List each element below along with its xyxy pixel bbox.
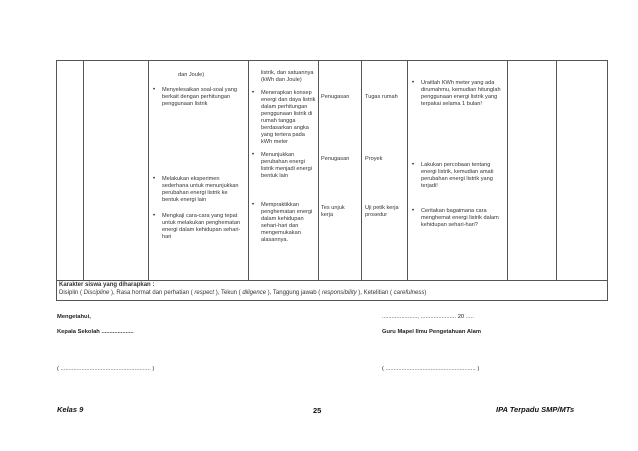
- assessment-form-2: Proyek: [365, 156, 383, 162]
- activity-continued-text: dan Joule): [178, 72, 205, 78]
- karakter-term-english: diligence: [242, 290, 267, 296]
- assessment-technique-2: Penugasan: [321, 156, 350, 162]
- assessment-instrument-2: [412, 162, 505, 196]
- page-number: 25: [313, 406, 322, 415]
- bullet-icon: •: [153, 213, 156, 219]
- karakter-term: ), Rasa hormat dan perhatian (: [109, 290, 195, 296]
- guru-mapel-name: ( ........................................................ ): [382, 366, 480, 372]
- karakter-term: ): [424, 290, 427, 296]
- bullet-icon: •: [412, 80, 415, 86]
- bullet-icon: •: [153, 176, 156, 182]
- activity-item: • Melakukan eksperimen sederhana untuk menunjukkan perubahan energi listrik ke bentuk energi lain: [153, 176, 239, 203]
- learning-activities-cell: [153, 72, 245, 114]
- indicator-item: • Mempraktikkan penghematan energi dalam kehidupan sehari-hari dan mengemukakan alasannya.: [252, 202, 313, 243]
- karakter-term: Disiplin (: [59, 290, 84, 296]
- footer-subject: IPA Terpadu SMP/MTs: [496, 405, 575, 414]
- instrument-item: • Uraitlah KWh meter yang ada dirumahmu, kemudian hitunglah penggunaan energi listrik yang terpakai selama 1 bulan!: [412, 80, 501, 107]
- karakter-term-english: responsibility: [321, 290, 357, 296]
- mengetahui-label: Mengetahui,: [57, 314, 91, 320]
- bullet-icon: •: [412, 208, 415, 214]
- indicator-item: • Menunjukkan perubahan energi listrik menjadi energi bentuk lain: [252, 152, 312, 179]
- assessment-technique-1: Penugasan: [321, 94, 350, 100]
- bullet-icon: •: [252, 202, 255, 208]
- kepala-sekolah-name: ( ........................................................ ): [57, 366, 155, 372]
- karakter-term-english: respect: [194, 290, 215, 296]
- learning-activities-cell-lower: [153, 176, 245, 247]
- assessment-instrument-1: [412, 80, 505, 114]
- indicators-cell: [252, 70, 316, 250]
- karakter-term: ), Ketelitian (: [356, 290, 394, 296]
- indicator-item: • Menerapkan konsep energi dan daya listrik dalam perhitungan penggunaan listrik di rumah tangga berdasarkan angka yang tertera pada kWh meter: [252, 90, 316, 145]
- karakter-term-english: Discipline: [83, 290, 110, 296]
- karakter-title: Karakter siswa yang diharapkan :: [59, 282, 155, 288]
- karakter-text: [59, 290, 426, 297]
- instrument-item: • Ceritakan bagaimana cara menghemat energi listrik dalam kehidupan sehari-hari?: [412, 208, 499, 228]
- bullet-icon: •: [412, 162, 415, 168]
- date-line: ......................, ...................... 20 .....: [382, 314, 474, 320]
- kepala-sekolah-label: Kepala Sekolah ....................: [57, 329, 134, 335]
- assessment-form-3: Uji petik kerja prosedur: [365, 205, 399, 218]
- assessment-instrument-3: [412, 208, 505, 235]
- bullet-icon: •: [153, 87, 156, 93]
- assessment-technique-3: Tes unjuk kerja: [321, 205, 345, 218]
- activity-item: • Mengkaji cara-cara yang tepat untuk melakukan penghematan energi dalam kehidupan sehari-hari: [153, 213, 241, 240]
- assessment-form-1: Tugas rumah: [365, 94, 398, 100]
- karakter-term: ), Tekun (: [214, 290, 243, 296]
- bullet-icon: •: [252, 152, 255, 158]
- karakter-term-english: carefulness: [393, 290, 425, 296]
- activity-item: • Menyelesaikan soal-soal yang berkait dengan perhitungan penggunaan listrik: [153, 87, 237, 107]
- indicator-continued-text: listrik, dan satuannya (kWh dan Joule): [261, 70, 314, 83]
- bullet-icon: •: [252, 90, 255, 96]
- guru-mapel-label: Guru Mapel Ilmu Pengetahuan Alam: [382, 329, 481, 335]
- instrument-item: • Lakukan percobaan tentang energi listrik, kemudian amati perubahan energi listrik yang terjadi!: [412, 162, 494, 189]
- footer-class: Kelas 9: [57, 405, 84, 414]
- karakter-term: ), Tanggung jawab (: [266, 290, 322, 296]
